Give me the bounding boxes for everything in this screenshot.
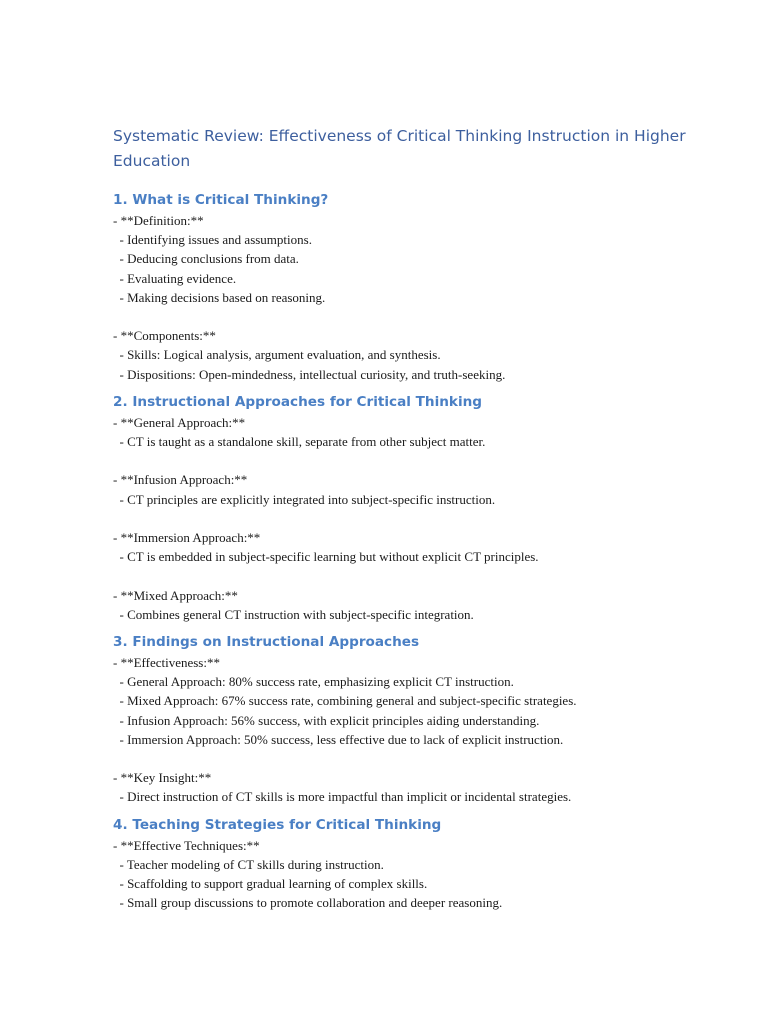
list-subitem: - CT principles are explicitly integrated into subject-specific instruction.	[113, 491, 496, 507]
list-subitem: - Infusion Approach: 56% success, with explicit principles aiding understanding.	[113, 712, 540, 728]
list-subitem: - Identifying issues and assumptions.	[113, 232, 312, 248]
list-subitem: - Dispositions: Open-mindedness, intellectual curiosity, and truth-seeking.	[113, 366, 506, 382]
blank-line	[113, 509, 733, 528]
list-subitem: - Mixed Approach: 67% success rate, combining general and subject-specific strategies.	[113, 693, 577, 709]
section-heading: 4. Teaching Strategies for Critical Thinking	[113, 816, 442, 833]
document-body	[113, 190, 733, 912]
section-heading: 1. What is Critical Thinking?	[113, 192, 329, 208]
list-subitem: - Combines general CT instruction with subject-specific integration.	[113, 606, 474, 622]
document-title: Systematic Review: Effectiveness of Critical Thinking Instruction in Higher Education	[113, 127, 686, 170]
section	[113, 190, 733, 384]
list-item: - **Definition:**	[113, 213, 204, 228]
list-item: - **General Approach:**	[113, 414, 246, 430]
list-subitem: - Direct instruction of CT skills is more impactful than implicit or incidental strategies.	[113, 789, 572, 805]
list-subitem: - CT is embedded in subject-specific learning but without explicit CT principles.	[113, 549, 539, 565]
blank-line	[113, 307, 733, 326]
list-subitem: - Scaffolding to support gradual learning of complex skills.	[113, 876, 428, 892]
list-subitem: - Evaluating evidence.	[113, 270, 237, 286]
list-item: - **Infusion Approach:**	[113, 472, 248, 488]
list-subitem: - CT is taught as a standalone skill, separate from other subject matter.	[113, 434, 486, 450]
section-heading: 2. Instructional Approaches for Critical Thinking	[113, 393, 483, 410]
section	[113, 632, 733, 807]
blank-line	[113, 566, 733, 585]
section	[113, 815, 733, 913]
list-subitem: - Small group discussions to promote collaboration and deeper reasoning.	[113, 895, 503, 911]
document-page	[113, 124, 733, 912]
list-item: - **Components:**	[113, 328, 216, 344]
list-subitem: - Making decisions based on reasoning.	[113, 289, 326, 305]
list-subitem: - Teacher modeling of CT skills during instruction.	[113, 856, 384, 872]
list-subitem: - Skills: Logical analysis, argument evaluation, and synthesis.	[113, 347, 441, 363]
list-item: - **Effectiveness:**	[113, 655, 220, 670]
list-subitem: - Immersion Approach: 50% success, less effective due to lack of explicit instruction.	[113, 731, 564, 747]
list-item: - **Immersion Approach:**	[113, 530, 261, 545]
list-item: - **Mixed Approach:**	[113, 587, 238, 603]
list-subitem: - Deducing conclusions from data.	[113, 251, 299, 267]
section	[113, 392, 733, 624]
list-subitem: - General Approach: 80% success rate, emphasizing explicit CT instruction.	[113, 674, 514, 690]
blank-line	[113, 451, 733, 470]
list-item: - **Key Insight:**	[113, 770, 212, 786]
list-item: - **Effective Techniques:**	[113, 837, 260, 853]
section-heading: 3. Findings on Instructional Approaches	[113, 634, 420, 650]
blank-line	[113, 749, 733, 768]
